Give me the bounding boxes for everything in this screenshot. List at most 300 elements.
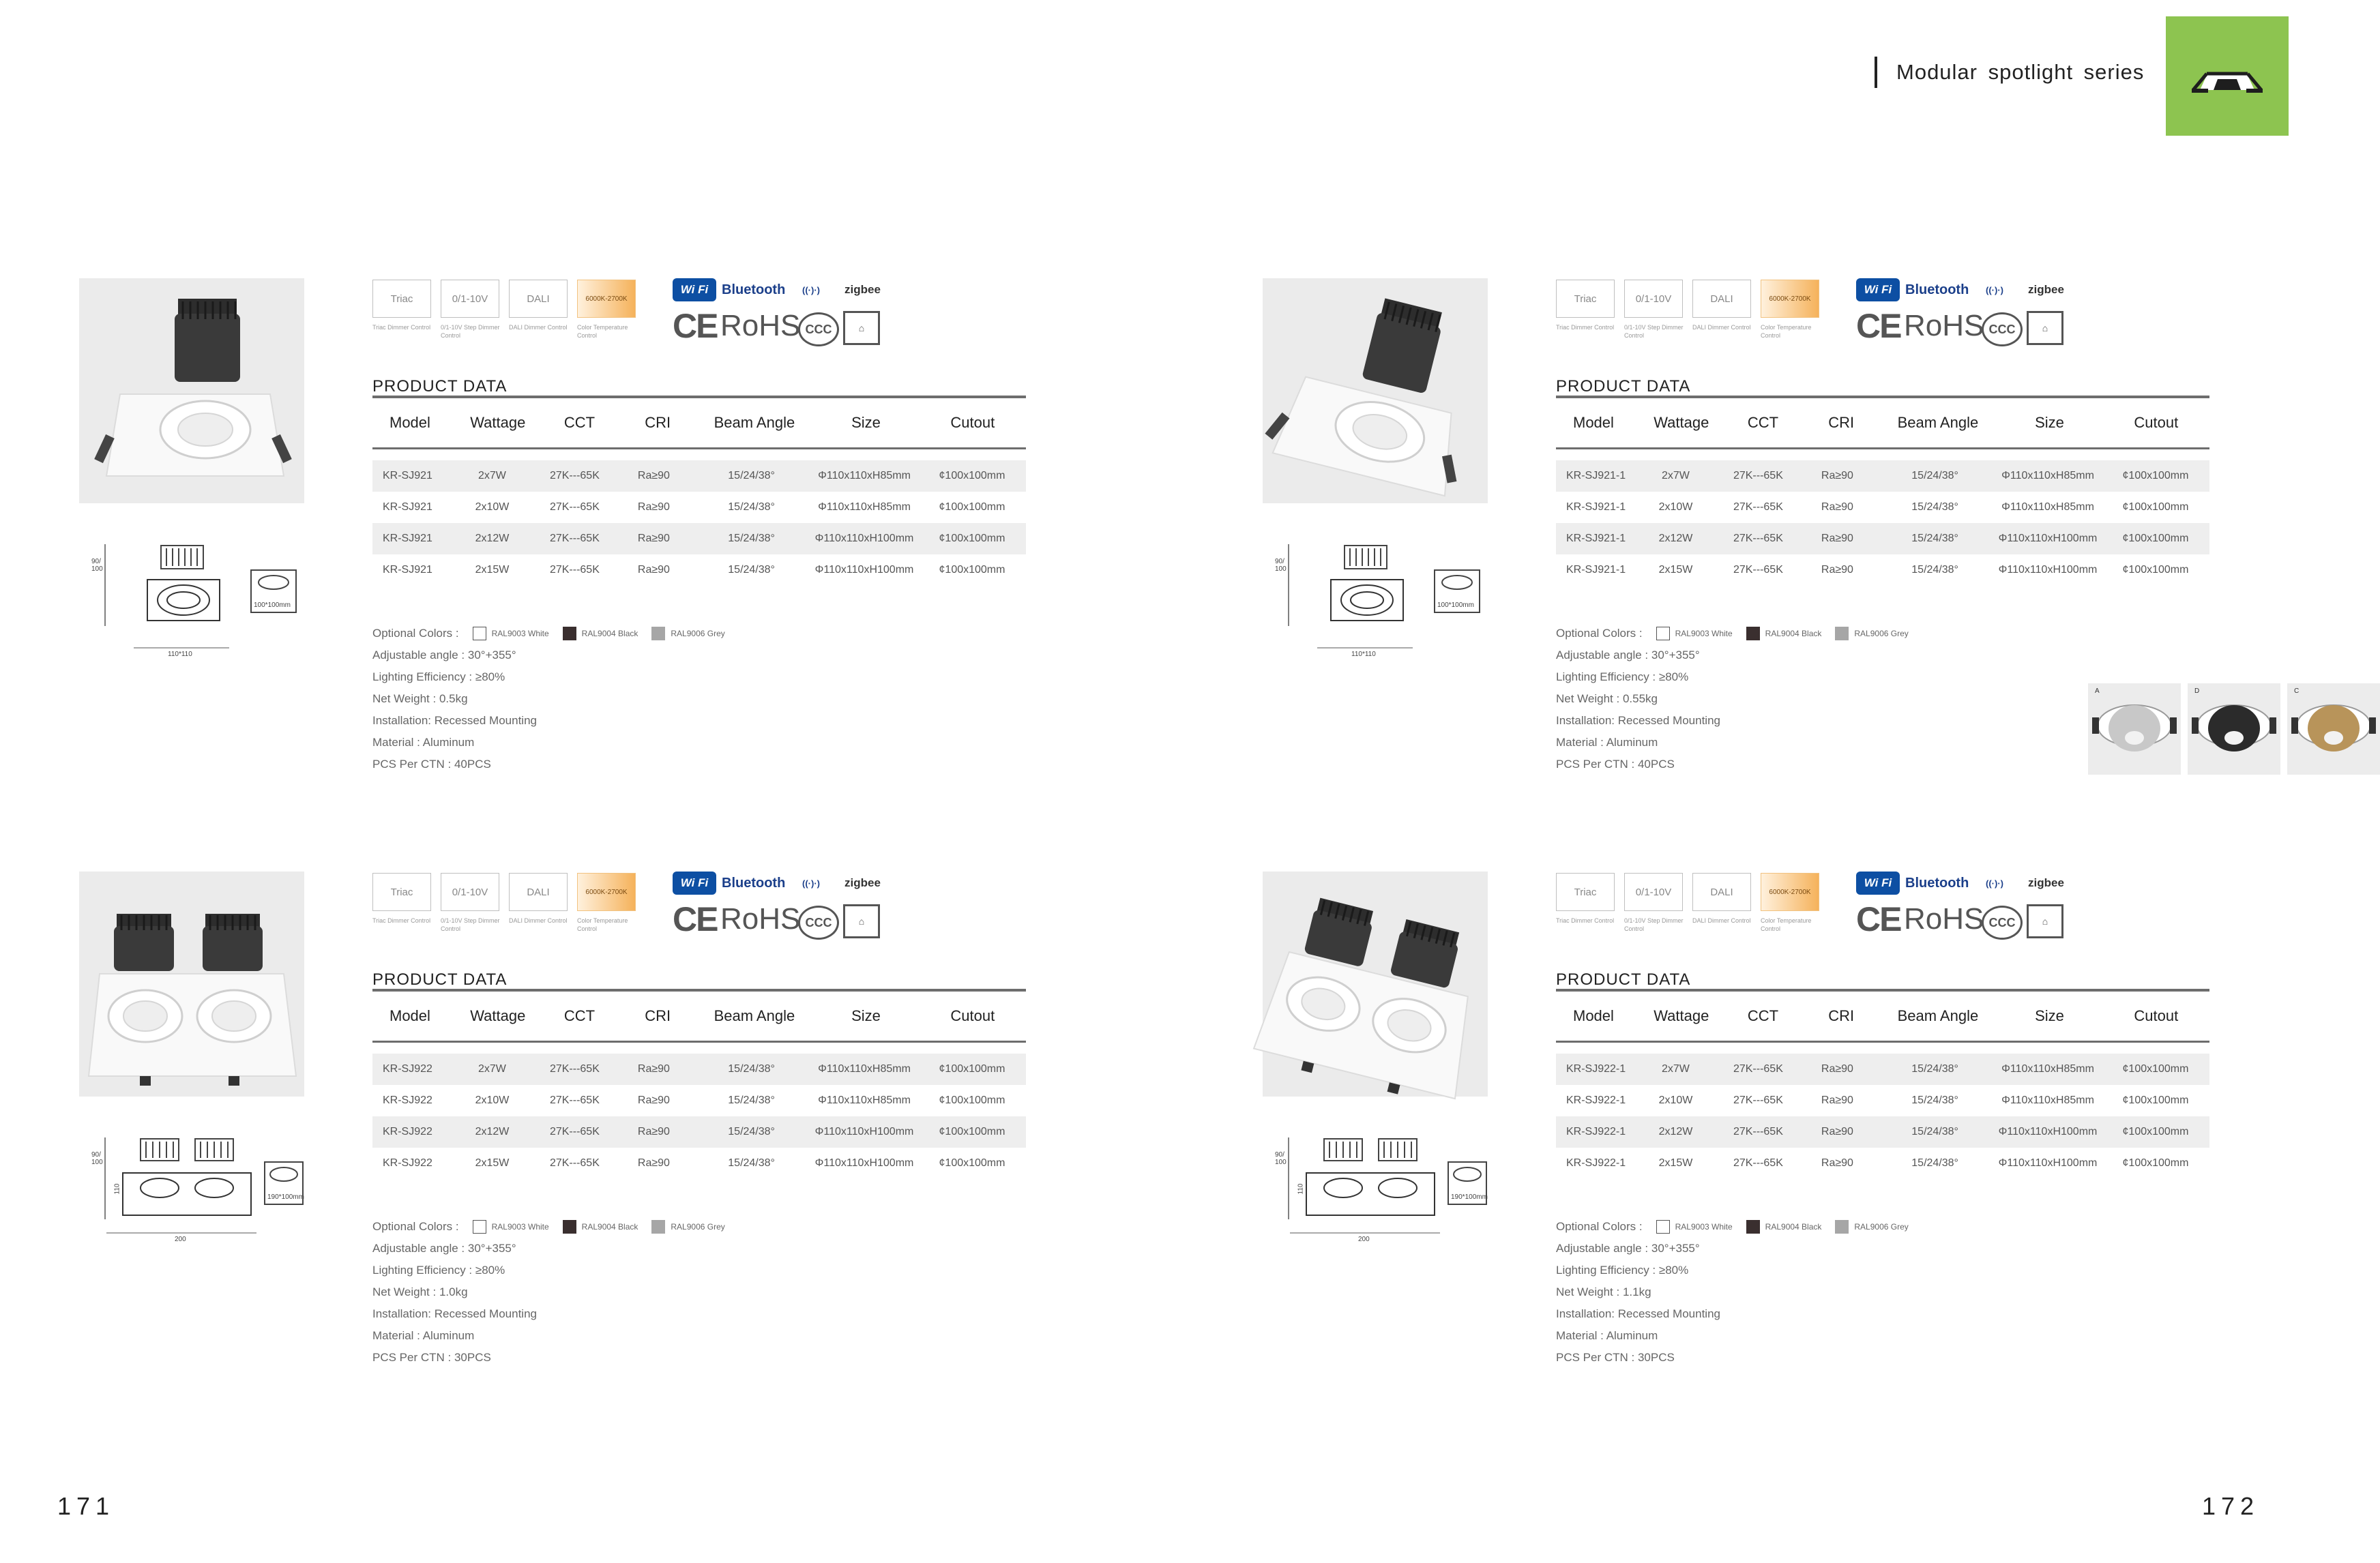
table-cell: 2x10W [1658,501,1693,513]
table-cell: Ra≥90 [1821,1063,1853,1075]
table-cell: KR-SJ922-1 [1566,1095,1626,1106]
table-row [1556,554,2209,586]
product-data-table [1556,396,2209,586]
control-badge-2: 0/1-10V [441,873,499,911]
dimension-drawing [93,544,304,681]
control-badge-1: Triac [372,873,431,911]
color-swatch-label: RAL9003 White [1675,629,1733,638]
spec-line: Net Weight : 1.0kg [372,1285,468,1298]
table-cell: ¢100x100mm [939,1063,1005,1075]
badges-area [372,872,1027,947]
table-cell: 27K---65K [549,1126,600,1137]
dim-depth: 110 [1297,1183,1305,1195]
dimension-drawing-area [1276,1137,1488,1274]
table-cell: KR-SJ922 [383,1126,432,1137]
control-badge-4: 6000K-2700K [577,873,636,911]
column-header: Wattage [470,414,526,431]
spec-line: Net Weight : 1.1kg [1556,1285,1651,1298]
table-cell: Φ110x110xH100mm [814,533,914,544]
table-cell: Φ110x110xH85mm [818,470,911,481]
zigbee-icon: zigbee [2028,876,2064,889]
product-photo-lamp [1263,872,1488,1097]
table-cell: 27K---65K [549,470,600,481]
control-caption-4: Color Temperature Control [577,324,628,339]
table-cell: Φ110x110xH100mm [1998,1126,2098,1137]
product-photo [1263,278,1488,503]
optional-colors-label: Optional Colors : [372,627,459,640]
spec-line: Material : Aluminum [1556,736,1658,749]
ce-mark-icon: CE [673,307,718,345]
table-cell: KR-SJ922-1 [1566,1063,1626,1075]
product-data-table [1556,989,2209,1179]
dim-cutout: 100*100mm [1437,601,1474,609]
table-row [372,1116,1026,1148]
color-swatch [1746,1220,1760,1234]
zigbee-icon: zigbee [844,283,881,296]
color-swatch-label: RAL9004 Black [581,1222,638,1232]
column-header: Model [390,414,430,431]
spec-line: Lighting Efficiency : ≥80% [1556,1264,1689,1277]
spec-line: Lighting Efficiency : ≥80% [372,670,505,683]
dim-height: 90/ 100 [1275,1151,1287,1166]
table-cell: Φ110x110xH100mm [814,1157,914,1169]
column-header: Size [851,414,881,431]
control-badge-2: 0/1-10V [1624,280,1683,318]
dim-height: 90/ 100 [91,558,103,573]
table-cell: Ra≥90 [637,501,670,513]
spec-line: Adjustable angle : 30°+355° [1556,649,1700,661]
table-cell: Ra≥90 [1821,1157,1853,1169]
table-cell: 15/24/38° [1911,501,1958,513]
table-cell: ¢100x100mm [2122,1095,2189,1106]
column-header: Cutout [2134,414,2179,431]
table-cell: 15/24/38° [728,1063,775,1075]
wifi-icon: Wi Fi [1856,278,1900,301]
table-cell: Φ110x110xH85mm [2001,470,2094,481]
table-cell: Φ110x110xH85mm [2001,1095,2094,1106]
wifi-icon: Wi Fi [1856,872,1900,895]
color-swatch [473,627,486,640]
spec-line: PCS Per CTN : 30PCS [1556,1351,1675,1364]
table-cell: 2x7W [478,1063,506,1075]
table-cell: KR-SJ921 [383,564,432,576]
ccc-mark-icon: CCC [1982,906,2023,940]
table-cell: 15/24/38° [1911,564,1958,576]
product-photo-lamp [1263,278,1488,503]
reflector-option [2088,683,2181,775]
table-cell: KR-SJ921-1 [1566,564,1626,576]
product-card-kr-sj921 [79,278,1034,858]
table-cell: Φ110x110xH100mm [814,564,914,576]
table-cell: ¢100x100mm [939,564,1005,576]
color-swatch-label: RAL9006 Grey [671,1222,725,1232]
color-swatch [651,627,665,640]
color-swatch-label: RAL9003 White [491,1222,549,1232]
header-divider [1875,57,1877,88]
table-cell: Φ110x110xH85mm [2001,501,2094,513]
dim-cutout: 190*100mm [267,1193,304,1201]
column-header: Beam Angle [714,1007,795,1024]
table-row [372,1085,1026,1116]
home-mark-icon: ⌂ [843,904,880,938]
rohs-mark-icon: RoHS [720,309,801,342]
table-cell: ¢100x100mm [2122,470,2189,481]
dim-width: 110*110 [1351,651,1376,658]
table-cell: Φ110x110xH100mm [1998,564,2098,576]
ce-mark-icon: CE [673,900,718,938]
table-row [372,1054,1026,1085]
spec-line: PCS Per CTN : 40PCS [1556,758,1675,771]
column-header: Wattage [1654,414,1709,431]
table-cell: 27K---65K [549,1063,600,1075]
home-mark-icon: ⌂ [843,311,880,345]
product-card-kr-sj922-1 [1263,872,2218,1451]
table-cell: 2x7W [478,470,506,481]
table-cell: 2x10W [1658,1095,1693,1106]
rohs-mark-icon: RoHS [1904,309,1984,342]
table-cell: 27K---65K [1733,1126,1783,1137]
product-card-kr-sj922 [79,872,1034,1451]
column-header: CCT [1747,414,1779,431]
table-cell: 27K---65K [1733,1063,1783,1075]
control-badge-4: 6000K-2700K [577,280,636,318]
table-cell: 2x7W [1662,470,1690,481]
column-header: Beam Angle [1897,1007,1979,1024]
wifi-icon: Wi Fi [673,278,716,301]
table-cell: Ra≥90 [1821,1126,1853,1137]
dim-cutout: 190*100mm [1451,1193,1488,1201]
ce-mark-icon: CE [1856,900,1901,938]
color-swatch-label: RAL9003 White [1675,1222,1733,1232]
color-swatch [1835,1220,1849,1234]
control-caption-4: Color Temperature Control [1761,324,1812,339]
rohs-mark-icon: RoHS [1904,902,1984,936]
control-caption-2: 0/1-10V Step Dimmer Control [441,324,500,339]
column-header: CCT [563,1007,596,1024]
table-cell: 15/24/38° [728,533,775,544]
spec-list [1556,1216,1909,1369]
column-header: Size [851,1007,881,1024]
table-cell: 27K---65K [1733,501,1783,513]
table-cell: ¢100x100mm [2122,1126,2189,1137]
optional-colors [1556,1216,1909,1238]
ce-mark-icon: CE [1856,307,1901,345]
product-data-title: PRODUCT DATA [1556,970,1691,989]
table-cell: 2x12W [475,1126,510,1137]
table-cell: KR-SJ921 [383,470,432,481]
table-cell: Φ110x110xH85mm [818,501,911,513]
reflector-label: D [2194,687,2200,695]
table-cell: ¢100x100mm [2122,501,2189,513]
signal-icon: ((·)·) [802,878,820,889]
table-cell: 27K---65K [549,1095,600,1106]
product-photo-lamp [79,278,304,503]
table-cell: Ra≥90 [637,564,670,576]
spec-list [1556,623,1909,775]
control-caption-1: Triac Dimmer Control [372,917,431,924]
control-badge-2: 0/1-10V [441,280,499,318]
column-header: Size [2035,1007,2064,1024]
control-caption-2: 0/1-10V Step Dimmer Control [1624,324,1684,339]
table-cell: 27K---65K [549,564,600,576]
table-row [372,492,1026,523]
table-cell: ¢100x100mm [939,1126,1005,1137]
control-badge-4: 6000K-2700K [1761,873,1819,911]
table-cell: 15/24/38° [728,1126,775,1137]
dim-depth: 110 [113,1183,121,1195]
dimension-drawing-area [93,1137,304,1274]
control-badge-2: 0/1-10V [1624,873,1683,911]
spec-line: Material : Aluminum [372,1329,475,1342]
table-cell: 2x10W [475,501,510,513]
table-cell: ¢100x100mm [2122,1157,2189,1169]
color-swatch-label: RAL9004 Black [581,629,638,638]
table-row [1556,460,2209,492]
spec-line: PCS Per CTN : 40PCS [372,758,491,771]
table-cell: KR-SJ921 [383,501,432,513]
color-swatch [1656,1220,1670,1234]
dim-width: 200 [1358,1236,1370,1243]
table-cell: ¢100x100mm [2122,533,2189,544]
column-header: Beam Angle [714,414,795,431]
table-row [1556,1085,2209,1116]
table-cell: 2x12W [475,533,510,544]
series-header [1875,53,2144,91]
product-photo [1263,872,1488,1097]
product-data-title: PRODUCT DATA [372,377,508,396]
table-cell: KR-SJ921-1 [1566,470,1626,481]
table-row [372,523,1026,554]
control-badge-3: DALI [509,873,568,911]
bluetooth-icon: Bluetooth [1905,282,1969,297]
table-cell: Ra≥90 [1821,501,1853,513]
color-swatch-label: RAL9006 Grey [1854,629,1909,638]
dimension-drawing-area [1276,544,1488,681]
product-photo [79,872,304,1097]
table-cell: Φ110x110xH85mm [2001,1063,2094,1075]
table-header [1556,992,2209,1041]
table-cell: 2x15W [1658,1157,1693,1169]
spec-line: Material : Aluminum [1556,1329,1658,1342]
reflector-image [2088,683,2181,775]
dimension-drawing [93,1137,304,1274]
table-header-rule [1556,1041,2209,1043]
table-cell: Ra≥90 [637,1157,670,1169]
control-badge-3: DALI [1692,873,1751,911]
column-header: Cutout [950,414,995,431]
spec-line: Material : Aluminum [372,736,475,749]
dim-cutout: 100*100mm [254,601,291,609]
spec-line: Adjustable angle : 30°+355° [1556,1242,1700,1255]
color-swatch-label: RAL9006 Grey [671,629,725,638]
table-cell: 2x15W [475,1157,510,1169]
ccc-mark-icon: CCC [798,312,839,346]
optional-colors-label: Optional Colors : [372,1220,459,1233]
control-badge-1: Triac [372,280,431,318]
series-title: Modular spotlight series [1896,60,2145,84]
zigbee-icon: zigbee [844,876,881,889]
table-cell: KR-SJ922-1 [1566,1157,1626,1169]
reflector-label: C [2294,687,2300,695]
control-caption-3: DALI Dimmer Control [509,324,568,331]
product-photo [79,278,304,503]
color-swatch [1656,627,1670,640]
color-swatch [651,1220,665,1234]
table-cell: KR-SJ922-1 [1566,1126,1626,1137]
table-cell: 15/24/38° [1911,1157,1958,1169]
table-cell: KR-SJ922 [383,1063,432,1075]
dim-width: 200 [175,1236,186,1243]
control-badge-1: Triac [1556,280,1615,318]
table-header [1556,398,2209,447]
table-cell: Ra≥90 [637,1095,670,1106]
spec-line: PCS Per CTN : 30PCS [372,1351,491,1364]
control-caption-2: 0/1-10V Step Dimmer Control [441,917,500,932]
column-header: Wattage [1654,1007,1709,1024]
reflector-image [2188,683,2280,775]
optional-colors [1556,623,1909,644]
dimension-drawing-area [93,544,304,681]
home-mark-icon: ⌂ [2027,311,2063,345]
table-cell: 2x15W [475,564,510,576]
spec-line: Installation: Recessed Mounting [1556,1307,1720,1320]
table-cell: Ra≥90 [637,1063,670,1075]
table-cell: Ra≥90 [637,533,670,544]
table-cell: 15/24/38° [728,1095,775,1106]
column-header: Cutout [950,1007,995,1024]
table-cell: 15/24/38° [1911,533,1958,544]
control-badge-3: DALI [509,280,568,318]
signal-icon: ((·)·) [1986,878,2003,889]
badges-area [1556,278,2211,353]
table-cell: 2x7W [1662,1063,1690,1075]
table-row [372,1148,1026,1179]
control-caption-1: Triac Dimmer Control [372,324,431,331]
spec-line: Adjustable angle : 30°+355° [372,1242,516,1255]
table-cell: 27K---65K [549,501,600,513]
spec-line: Adjustable angle : 30°+355° [372,649,516,661]
bluetooth-icon: Bluetooth [722,282,786,297]
table-cell: 15/24/38° [1911,1063,1958,1075]
reflector-image [2287,683,2380,775]
optional-colors-label: Optional Colors : [1556,627,1643,640]
ceiling-light-logo [2166,16,2289,136]
bluetooth-icon: Bluetooth [1905,875,1969,891]
table-cell: 27K---65K [549,1157,600,1169]
column-header: CRI [1828,414,1855,431]
ceiling-lamp-icon [2166,16,2289,136]
dim-height: 90/ 100 [1275,558,1287,573]
table-row [1556,1054,2209,1085]
column-header: Model [1573,1007,1614,1024]
table-cell: Ra≥90 [1821,470,1853,481]
dim-width: 110*110 [168,651,192,658]
color-swatch-label: RAL9003 White [491,629,549,638]
table-cell: ¢100x100mm [939,501,1005,513]
control-badge-1: Triac [1556,873,1615,911]
table-cell: Ra≥90 [1821,1095,1853,1106]
spec-line: Net Weight : 0.55kg [1556,692,1658,705]
column-header: Beam Angle [1897,414,1979,431]
control-caption-1: Triac Dimmer Control [1556,917,1615,924]
table-cell: Ra≥90 [637,1126,670,1137]
product-data-title: PRODUCT DATA [1556,377,1691,396]
zigbee-icon: zigbee [2028,283,2064,296]
bluetooth-icon: Bluetooth [722,875,786,891]
badges-area [1556,872,2211,947]
table-cell: KR-SJ921-1 [1566,501,1626,513]
rohs-mark-icon: RoHS [720,902,801,936]
table-cell: Ra≥90 [1821,533,1853,544]
column-header: CCT [563,414,596,431]
table-cell: 15/24/38° [1911,1126,1958,1137]
control-caption-1: Triac Dimmer Control [1556,324,1615,331]
column-header: Model [390,1007,430,1024]
control-caption-2: 0/1-10V Step Dimmer Control [1624,917,1684,932]
spec-line: Installation: Recessed Mounting [1556,714,1720,727]
product-data-table [372,396,1026,586]
table-row [1556,492,2209,523]
optional-colors [372,1216,725,1238]
table-cell: KR-SJ921-1 [1566,533,1626,544]
ccc-mark-icon: CCC [798,906,839,940]
table-cell: 27K---65K [1733,1157,1783,1169]
table-row [1556,1148,2209,1179]
table-cell: KR-SJ922 [383,1095,432,1106]
spec-line: Installation: Recessed Mounting [372,714,537,727]
ccc-mark-icon: CCC [1982,312,2023,346]
table-cell: 27K---65K [1733,533,1783,544]
table-cell: KR-SJ922 [383,1157,432,1169]
reflector-label: A [2095,687,2100,695]
table-cell: 2x12W [1658,1126,1693,1137]
color-swatch-label: RAL9006 Grey [1854,1222,1909,1232]
table-cell: Ra≥90 [637,470,670,481]
optional-colors-label: Optional Colors : [1556,1220,1643,1233]
table-header-rule [372,1041,1026,1043]
table-cell: 15/24/38° [1911,1095,1958,1106]
table-cell: Φ110x110xH100mm [1998,1157,2098,1169]
product-photo-lamp [79,872,304,1097]
dimension-drawing [1276,544,1488,681]
table-cell: 27K---65K [1733,470,1783,481]
control-caption-4: Color Temperature Control [1761,917,1812,932]
signal-icon: ((·)·) [1986,284,2003,295]
table-header [372,398,1026,447]
spec-line: Installation: Recessed Mounting [372,1307,537,1320]
home-mark-icon: ⌂ [2027,904,2063,938]
color-swatch [473,1220,486,1234]
table-cell: ¢100x100mm [939,1095,1005,1106]
spec-line: Lighting Efficiency : ≥80% [1556,670,1689,683]
table-cell: KR-SJ921 [383,533,432,544]
page-number-right: 172 [2202,1492,2260,1520]
wifi-icon: Wi Fi [673,872,716,895]
table-row [1556,523,2209,554]
control-badge-3: DALI [1692,280,1751,318]
product-card-kr-sj921-1 [1263,278,2300,858]
table-row [372,554,1026,586]
column-header: Wattage [470,1007,526,1024]
control-caption-3: DALI Dimmer Control [509,917,568,924]
column-header: CRI [645,414,671,431]
control-badge-4: 6000K-2700K [1761,280,1819,318]
column-header: Cutout [2134,1007,2179,1024]
color-swatch [1746,627,1760,640]
product-data-title: PRODUCT DATA [372,970,508,989]
table-header [372,992,1026,1041]
table-cell: Φ110x110xH85mm [818,1095,911,1106]
